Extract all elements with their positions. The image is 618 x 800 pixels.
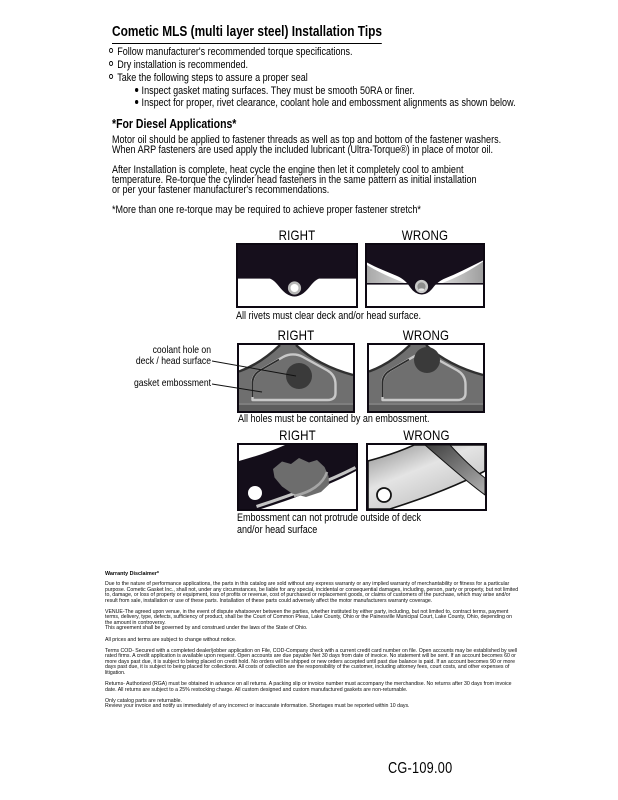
annotation-line: coolant hole on (152, 344, 211, 356)
returnable-text: Only catalog parts are returnable. (105, 697, 182, 704)
sub-bullet-item (135, 97, 516, 109)
diesel-para2-line: or per your fastener manufacturer's recommendations. (112, 184, 330, 196)
row3-caption-line: and/or head surface (237, 523, 318, 536)
wrong-label: WRONG (402, 328, 450, 343)
diesel-para2-line: After Installation is complete, heat cycle the engine then let it completely cool to ambient (112, 164, 464, 176)
bolt-hole-icon (248, 486, 262, 500)
coolant-hole-icon (286, 363, 312, 389)
embossment-containment-right-illustration (239, 345, 353, 411)
governing-law-text: This agreement shall be governed by and construed under the laws of the State of Ohio. (105, 625, 308, 632)
row3-caption (237, 513, 421, 536)
embossment-containment-wrong-illustration (369, 345, 483, 411)
fine-print-section (105, 572, 519, 716)
row3-caption-line: Embossment can not protrude outside of deck (237, 512, 422, 524)
review-invoice-text: Review your invoice and notify us immediately of any incorrect or inaccurate information. Shortages must be reported within 10 days. (105, 703, 410, 710)
returns-paragraph: Returns- Authorized (RGA) must be obtained in advance on all returns. A packing slip or invoice number must accompany the merchandise. No returns after 30 days from invoice date. All returns are subject to a 25% restocking charge. All custom designed and custom manufactured gaskets are non-returnable. (105, 681, 512, 693)
right-label: RIGHT (278, 228, 316, 243)
diesel-para1-line: Motor oil should be applied to fastener threads as well as top and bottom of the fastener washers. (112, 134, 502, 146)
embossment-right-panel (237, 343, 355, 413)
sub-bullet-text: Inspect gasket mating surfaces. They must be smooth 50RA or finer. (141, 85, 415, 97)
page-title: Cometic MLS (multi layer steel) Installation Tips (112, 24, 382, 44)
wrong-label: WRONG (403, 428, 450, 443)
bullet-text: Follow manufacturer's recommended torque specifications. (117, 46, 353, 58)
warranty-disclaimer-heading: Warranty Disclaimer* (105, 571, 160, 577)
diesel-para1-line: When ARP fasteners are used apply the included lubricant (Ultra-Torque®) in place of motor oil. (112, 144, 494, 156)
embossment-protrusion-right-illustration (239, 445, 356, 509)
bullet-item (109, 59, 248, 71)
bullet-text: Take the following steps to assure a proper seal (117, 72, 308, 84)
catalog-parts-paragraph (105, 699, 519, 710)
venue-paragraph (105, 610, 519, 632)
coolant-hole-annotation (118, 345, 211, 366)
rivet-wrong-panel (365, 243, 485, 308)
filled-bullet-marker-icon (135, 100, 138, 104)
wrong-label: WRONG (401, 228, 449, 243)
coolant-hole-icon (414, 347, 440, 373)
protrusion-wrong-panel (366, 443, 487, 511)
annotation-line: deck / head surface (135, 354, 211, 367)
open-bullet-marker-icon (109, 48, 113, 53)
open-bullet-marker-icon (109, 74, 113, 79)
row2-caption: All holes must be contained by an embossment. (238, 413, 430, 425)
right-label: RIGHT (279, 428, 316, 443)
right-label: RIGHT (277, 328, 315, 343)
bullet-item (109, 46, 353, 58)
gasket-embossment-annotation: gasket embossment (133, 377, 211, 389)
embossment-protrusion-wrong-illustration (368, 445, 485, 509)
rivet-right-panel (236, 243, 358, 308)
page-number: CG-109.00 (388, 760, 453, 777)
warranty-paragraph: Due to the nature of performance applications, the parts in this catalog are sold without any express warranty or any implied warranty of merchantability or fitness for a particular purpose. Cometic Gasket Inc., shall not, under any circumstances, be liable for any special, incidental or consequential damages, including, person, party or property, but not limited to, damage, or loss of property or equipment, loss of profits or revenue, cost of purchased or replacement goods, or claims of customers of the purchase, which may arise and/or result from sale, installation or use of these parts. Installation of these parts could adversely affect the motor manufacturers warranty coverage. (105, 581, 519, 604)
diesel-heading: *For Diesel Applications* (112, 116, 237, 131)
embossment-wrong-panel (367, 343, 485, 413)
prices-terms-paragraph: All prices and terms are subject to change without notice. (105, 636, 237, 643)
diesel-para2-line: temperature. Re-torque the cylinder head fasteners in the same pattern as initial installation (112, 174, 477, 186)
retorque-note: *More than one re-torque may be required to achieve proper fastener stretch* (112, 204, 421, 216)
rivet-clearance-wrong-illustration (367, 245, 483, 306)
bullet-item (109, 72, 308, 84)
row1-caption: All rivets must clear deck and/or head surface. (236, 310, 421, 322)
sub-bullet-item (135, 85, 415, 97)
bolt-hole-icon (377, 488, 391, 502)
bullet-text: Dry installation is recommended. (117, 59, 249, 71)
venue-text: VENUE-The agreed upon venue, in the event of dispute whatsoever between the parties, whether instituted by either party, including, but not limited to, contract terms, payment terms, delivery, type, defects, sufficiency of product, shall be the Court of Common Pleas, Lake County, Ohio or the Painesville Municipal Court, Lake County, Ohio, depending on the amount in controversy. (105, 609, 513, 626)
filled-bullet-marker-icon (135, 88, 138, 92)
rivet-clearance-right-illustration (238, 245, 356, 306)
terms-cod-paragraph: Terms COD- Secured with a completed dealer/jobber application on File, COD-Company check with a current credit card number on file. Open accounts may be established by well rated firms. A credit application is available upon request. Open accounts are due payable Net 30 days from date of invoice. No statement will be sent. If an account becomes 60 or more days past due, it is subject to being placed on credit hold. No orders will be shipped or new orders accepted until past due balance is paid. If an account becomes 90 or more days past due, it is subject to being placed for collections. All costs of collection are the responsibility of the customer, including attorney fees, court costs, and other expenses of litigation. (105, 648, 518, 676)
protrusion-right-panel (237, 443, 358, 511)
sub-bullet-text: Inspect for proper, rivet clearance, coolant hole and embossment alignments as shown below. (141, 97, 516, 109)
open-bullet-marker-icon (109, 61, 113, 66)
